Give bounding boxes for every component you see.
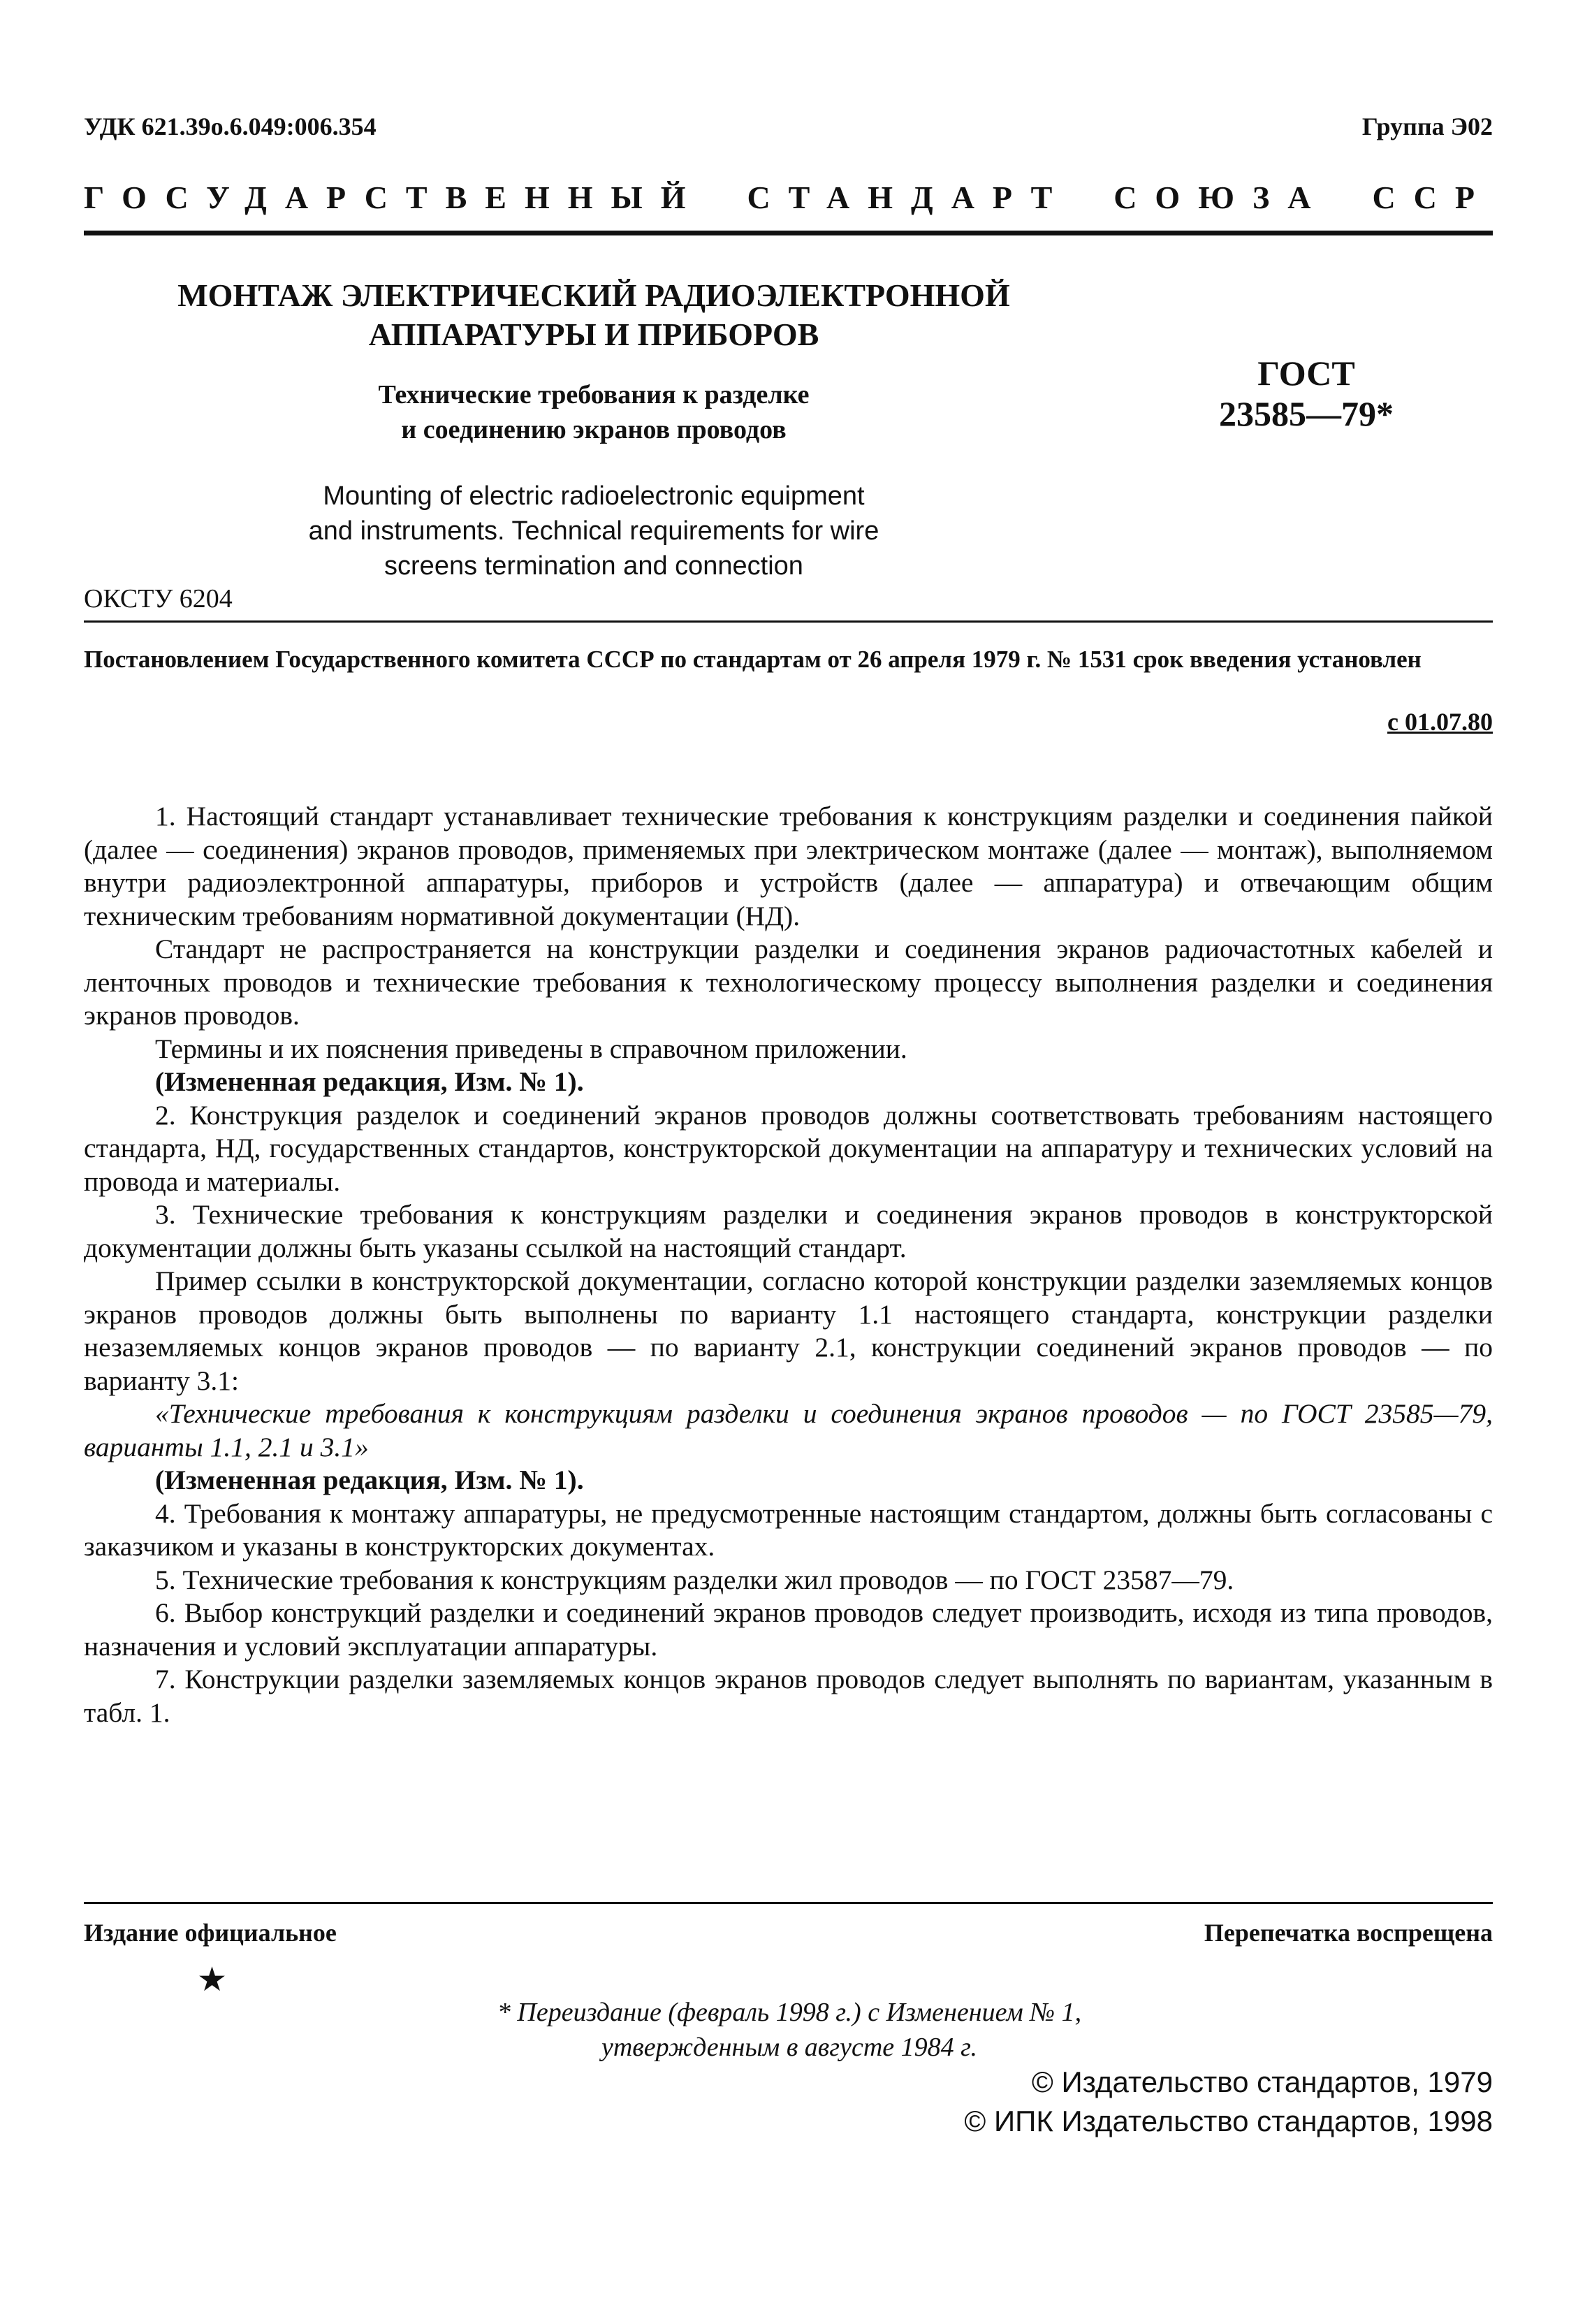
subtitle-line-1: Технические требования к разделке (378, 380, 810, 409)
gost-number: 23585—79* (1219, 394, 1394, 433)
title-line-2: АППАРАТУРЫ И ПРИБОРОВ (368, 317, 819, 352)
reissue-line-1: * Переиздание (февраль 1998 г.) с Изменением № 1, (497, 1998, 1082, 2027)
reprint-prohibited-label: Перепечатка воспрещена (1204, 1919, 1493, 1947)
paragraph-8: 5. Технические требования к конструкциям разделки жил проводов — по ГОСТ 23587—79. (155, 1564, 1234, 1595)
copyright-line-1: © Издательство стандартов, 1979 (1031, 2065, 1493, 2098)
main-text (84, 800, 1493, 1729)
state-standard-word-2: СТАНДАРТ (747, 180, 1071, 215)
english-title-line-1: Mounting of electric radioelectronic equipment (323, 481, 865, 511)
udk-code: УДК 621.39о.6.049:006.354 (84, 112, 377, 140)
gost-label: ГОСТ (1257, 354, 1355, 393)
reissue-note (391, 1995, 1188, 2065)
official-edition-label: Издание официальное (84, 1919, 337, 1947)
state-standard-word-1: ГОСУДАРСТВЕННЫЙ (84, 180, 704, 215)
paragraph-9: 6. Выбор конструкций разделки и соединений экранов проводов следует производить, исходя из типа проводов, назначения и условий эксплуатации аппаратуры. (84, 1597, 1493, 1662)
paragraph-3: Термины и их пояснения приведены в справочном приложении. (155, 1033, 907, 1064)
decree-text: Постановлением Государственного комитета СССР по стандартам от 26 апреля 1979 г. № 1531 срок введения установлен (84, 646, 1422, 673)
copyright-line-2: © ИПК Издательство стандартов, 1998 (964, 2105, 1493, 2137)
english-title-line-3: screens termination and connection (384, 551, 803, 581)
footer-rule (84, 1902, 1493, 1904)
english-title-line-2: and instruments. Technical requirements for wire (308, 516, 879, 546)
state-standard-heading (84, 179, 1493, 216)
star-icon: ★ (197, 1961, 228, 1998)
paragraph-6: Пример ссылки в конструкторской документации, согласно которой конструкции разделки заземляемых концов экранов проводов должны быть выполнены по варианту 1.1 настоящего стандарта, конструкции разделки незаземляемых концов экранов проводов — по варианту 2.1, конструкции соединений экранов проводов — по варианту 3.1: (84, 1265, 1493, 1396)
document-title (168, 276, 1020, 354)
paragraph-10: 7. Конструкции разделки заземляемых концов экранов проводов следует выполнять по вариантам, указанным в табл. 1. (84, 1664, 1493, 1728)
title-line-1: МОНТАЖ ЭЛЕКТРИЧЕСКИЙ РАДИОЭЛЕКТРОННОЙ (177, 277, 1010, 313)
amendment-note-2: (Измененная редакция, Изм. № 1). (155, 1465, 584, 1495)
paragraph-5: 3. Технические требования к конструкциям разделки и соединения экранов проводов в конструкторской документации должны быть указаны ссылкой на настоящий стандарт. (84, 1199, 1493, 1263)
document-subtitle (307, 377, 880, 447)
example-reference: «Технические требования к конструкциям разделки и соединения экранов проводов — по ГОСТ 23585—79, варианты 1.1, 2.1 и 3.1» (84, 1398, 1493, 1462)
introduction-date: с 01.07.80 (1387, 708, 1493, 736)
paragraph-1: 1. Настоящий стандарт устанавливает технические требования к конструкциям разделки и соединения пайкой (далее — соединения) экранов проводов, применяемых при электрическом монтаже (далее — монтаж), выполняемом внутри радиоэлектронной аппаратуры, приборов и устройств (далее — аппаратура) и отвечающим общим техническим требованиям нормативной документации (НД). (84, 801, 1493, 931)
paragraph-7: 4. Требования к монтажу аппаратуры, не предусмотренные настоящим стандартом, должны быть согласованы с заказчиком и указаны в конструкторских документах. (84, 1497, 1493, 1562)
paragraph-4: 2. Конструкция разделок и соединений экранов проводов должны соответствовать требованиям настоящего стандарта, НД, государственных стандартов, конструкторской документации на аппаратуру и технических условий на провода и материалы. (84, 1099, 1493, 1197)
english-title (279, 479, 908, 583)
title-rule (84, 620, 1493, 623)
gost-designation (1188, 353, 1425, 434)
reissue-line-2: утвержденным в августе 1984 г. (601, 2033, 977, 2062)
oksty-code: ОКСТУ 6204 (84, 584, 233, 613)
paragraph-2: Стандарт не распространяется на конструкции разделки и соединения экранов радиочастотных кабелей и ленточных проводов и технические требования к технологическому процессу выполнения разделки и соединения экранов проводов. (84, 934, 1493, 1031)
state-standard-word-3: СОЮЗА (1113, 180, 1329, 215)
group-code: Группа Э02 (1361, 112, 1493, 140)
subtitle-line-2: и соединению экранов проводов (401, 415, 787, 444)
state-standard-word-4: ССР (1372, 180, 1493, 215)
amendment-note-1: (Измененная редакция, Изм. № 1). (155, 1066, 584, 1097)
copyright-block (964, 2063, 1493, 2141)
header-rule (84, 231, 1493, 235)
